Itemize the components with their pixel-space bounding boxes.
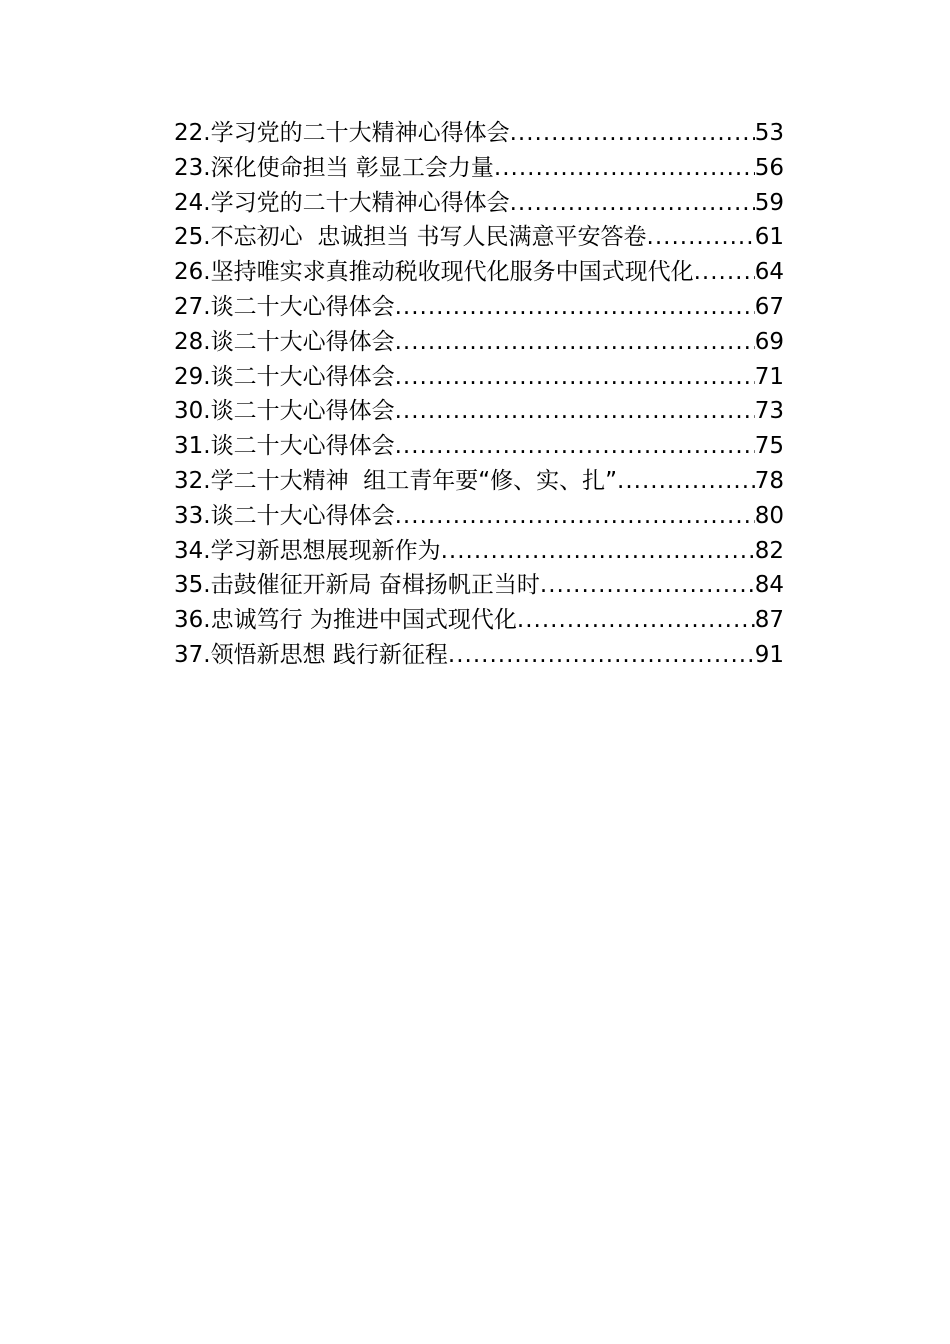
toc-entry-24[interactable] [174, 186, 784, 221]
toc-entry-title: 不忘初心 忠诚担当 书写人民满意平安答卷 [210, 224, 647, 251]
toc-entry-page: 73 [754, 398, 784, 425]
dot-leader [494, 151, 755, 186]
toc-entry-title: 深化使命担当 彰显工会力量 [210, 154, 494, 181]
toc-entry-page: 71 [754, 363, 784, 390]
toc-entry-page: 78 [754, 467, 784, 494]
toc-entry-page: 69 [754, 328, 784, 355]
toc-entry-page: 53 [754, 120, 784, 146]
dot-leader [510, 186, 755, 221]
toc-entry-number: 23. [174, 154, 211, 181]
toc-entry-page: 67 [754, 293, 784, 320]
toc-entry-title: 学二十大精神 组工青年要“修、实、扎” [210, 467, 618, 494]
toc-entry-title: 坚持唯实求真推动税收现代化服务中国式现代化 [210, 259, 694, 286]
toc-entry-page: 80 [754, 502, 784, 529]
toc-entry-34[interactable] [174, 534, 784, 569]
toc-entry-29[interactable] [174, 360, 784, 395]
toc-entry-page: 61 [754, 224, 784, 251]
toc-entry-title: 学习党的二十大精神心得体会 [210, 189, 510, 216]
toc-entry-31[interactable] [174, 429, 784, 464]
dot-leader [395, 360, 755, 395]
toc-entry-33[interactable] [174, 499, 784, 534]
toc-entry-36[interactable] [174, 603, 784, 638]
toc-entry-title: 学习党的二十大精神心得体会 [210, 120, 510, 146]
toc-entry-title: 谈二十大心得体会 [210, 293, 395, 320]
toc-entry-27[interactable] [174, 290, 784, 325]
toc-entry-title: 谈二十大心得体会 [210, 363, 395, 390]
dot-leader [441, 534, 755, 569]
toc-entry-number: 34. [174, 537, 211, 564]
dot-leader [694, 255, 755, 290]
toc-entry-35[interactable] [174, 568, 784, 603]
toc-entry-page: 84 [754, 572, 784, 599]
toc-entry-page: 87 [754, 607, 784, 634]
toc-entry-26[interactable] [174, 255, 784, 290]
toc-entry-page: 59 [754, 189, 784, 216]
toc-entry-22[interactable] [174, 116, 784, 151]
toc-entry-number: 29. [174, 363, 211, 390]
toc-entry-30[interactable] [174, 394, 784, 429]
toc-entry-page: 91 [754, 641, 784, 668]
toc-entry-title: 谈二十大心得体会 [210, 328, 395, 355]
toc-entry-title: 学习新思想展现新作为 [210, 537, 441, 564]
toc-entry-page: 64 [754, 259, 784, 286]
toc-entry-number: 26. [174, 259, 211, 286]
toc-entry-number: 27. [174, 293, 211, 320]
toc-entry-28[interactable] [174, 325, 784, 360]
toc-entry-title: 谈二十大心得体会 [210, 398, 395, 425]
dot-leader [510, 116, 755, 151]
toc-entry-32[interactable] [174, 464, 784, 499]
toc-entry-number: 22. [174, 120, 211, 146]
dot-leader [395, 290, 755, 325]
toc-entry-number: 30. [174, 398, 211, 425]
toc-entry-title: 击鼓催征开新局 奋楫扬帆正当时 [210, 572, 540, 599]
toc-entry-25[interactable] [174, 220, 784, 255]
table-of-contents [174, 116, 784, 673]
toc-entry-number: 25. [174, 224, 211, 251]
toc-entry-number: 24. [174, 189, 211, 216]
dot-leader [395, 499, 755, 534]
toc-entry-number: 33. [174, 502, 211, 529]
toc-entry-title: 谈二十大心得体会 [210, 502, 395, 529]
toc-entry-number: 28. [174, 328, 211, 355]
toc-entry-number: 32. [174, 467, 211, 494]
toc-entry-number: 35. [174, 572, 211, 599]
dot-leader [395, 325, 755, 360]
dot-leader [617, 464, 755, 499]
toc-entry-title: 谈二十大心得体会 [210, 433, 395, 460]
dot-leader [395, 429, 755, 464]
toc-entry-number: 37. [174, 641, 211, 668]
dot-leader [517, 603, 755, 638]
dot-leader [395, 394, 755, 429]
toc-entry-23[interactable] [174, 151, 784, 186]
dot-leader [540, 568, 755, 603]
toc-entry-title: 领悟新思想 践行新征程 [210, 641, 448, 668]
toc-entry-number: 36. [174, 607, 211, 634]
toc-entry-title: 忠诚笃行 为推进中国式现代化 [210, 607, 517, 634]
dot-leader [647, 220, 755, 255]
toc-entry-number: 31. [174, 433, 211, 460]
toc-entry-page: 82 [754, 537, 784, 564]
dot-leader [448, 638, 755, 673]
toc-entry-37[interactable] [174, 638, 784, 673]
toc-entry-page: 75 [754, 433, 784, 460]
toc-entry-page: 56 [754, 154, 784, 181]
